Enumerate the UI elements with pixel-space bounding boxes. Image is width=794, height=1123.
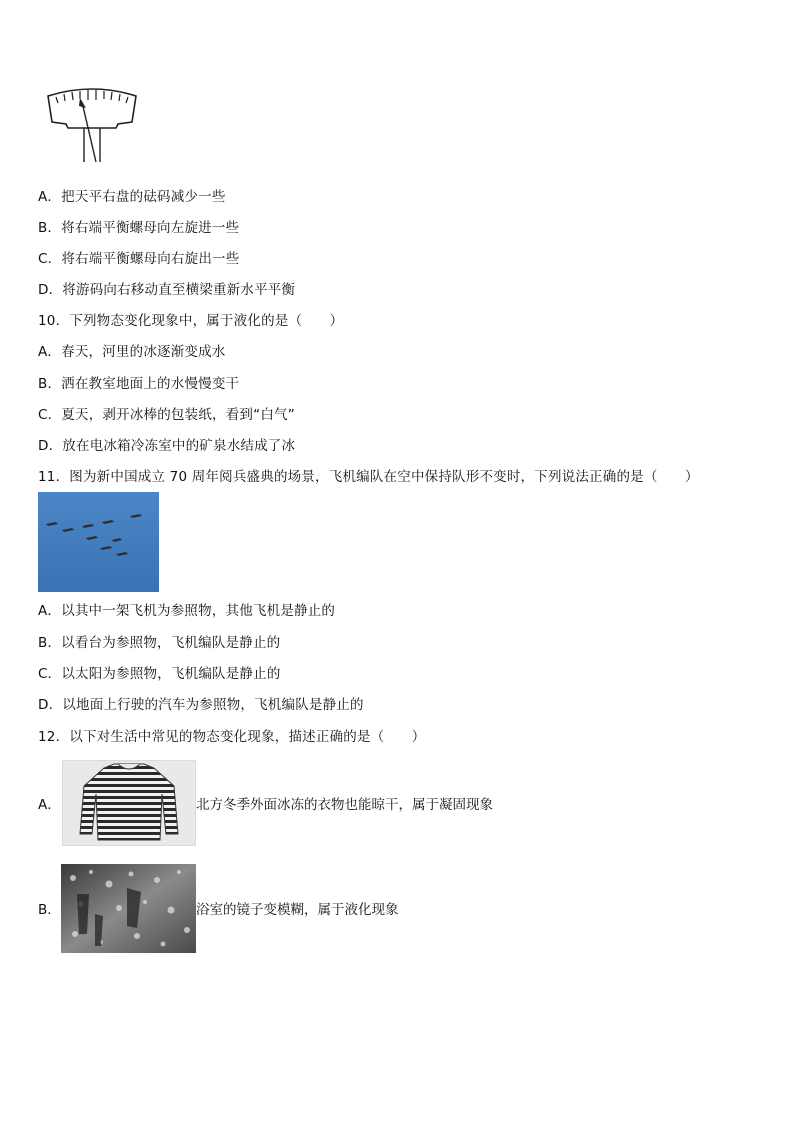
q11-option-b: B．以看台为参照物，飞机编队是静止的 (38, 635, 281, 651)
q10-option-a: A．春天，河里的冰逐渐变成水 (38, 344, 226, 360)
q11-stem: 11．图为新中国成立 70 周年阅兵盛典的场景，飞机编队在空中保持队形不变时，下列说法正确的是（ ） (38, 469, 699, 485)
q10-option-c: C．夏天，剥开冰棒的包装纸，看到“白气” (38, 407, 295, 423)
q9-option-c: C．将右端平衡螺母向右旋出一些 (38, 251, 240, 267)
q9-option-b: B．将右端平衡螺母向左旋进一些 (38, 220, 240, 236)
q12-stem: 12．以下对生活中常见的物态变化现象，描述正确的是（ ） (38, 729, 426, 745)
balance-scale-figure (44, 86, 140, 164)
q10-option-b: B．洒在教室地面上的水慢慢变干 (38, 376, 240, 392)
q11-option-d: D．以地面上行驶的汽车为参照物，飞机编队是静止的 (38, 697, 364, 713)
q11-option-c: C．以太阳为参照物，飞机编队是静止的 (38, 666, 281, 682)
q9-option-a: A．把天平右盘的砝码减少一些 (38, 189, 226, 205)
sweater-photo (62, 760, 196, 846)
aircraft-formation-photo (38, 492, 159, 592)
q12-option-b-text: 浴室的镜子变模糊，属于液化现象 (196, 902, 399, 918)
q9-option-d: D．将游码向右移动直至横梁重新水平平衡 (38, 282, 296, 298)
q10-option-d: D．放在电冰箱冷冻室中的矿泉水结成了冰 (38, 438, 296, 454)
q11-option-a: A．以其中一架飞机为参照物，其他飞机是静止的 (38, 603, 336, 619)
q12-option-a-label: A． (38, 797, 61, 813)
q12-option-b-label: B． (38, 902, 61, 918)
q12-option-a-text: 北方冬季外面冰冻的衣物也能晾干，属于凝固现象 (196, 797, 493, 813)
q10-stem: 10．下列物态变化现象中，属于液化的是（ ） (38, 313, 344, 329)
foggy-mirror-photo (61, 864, 196, 953)
